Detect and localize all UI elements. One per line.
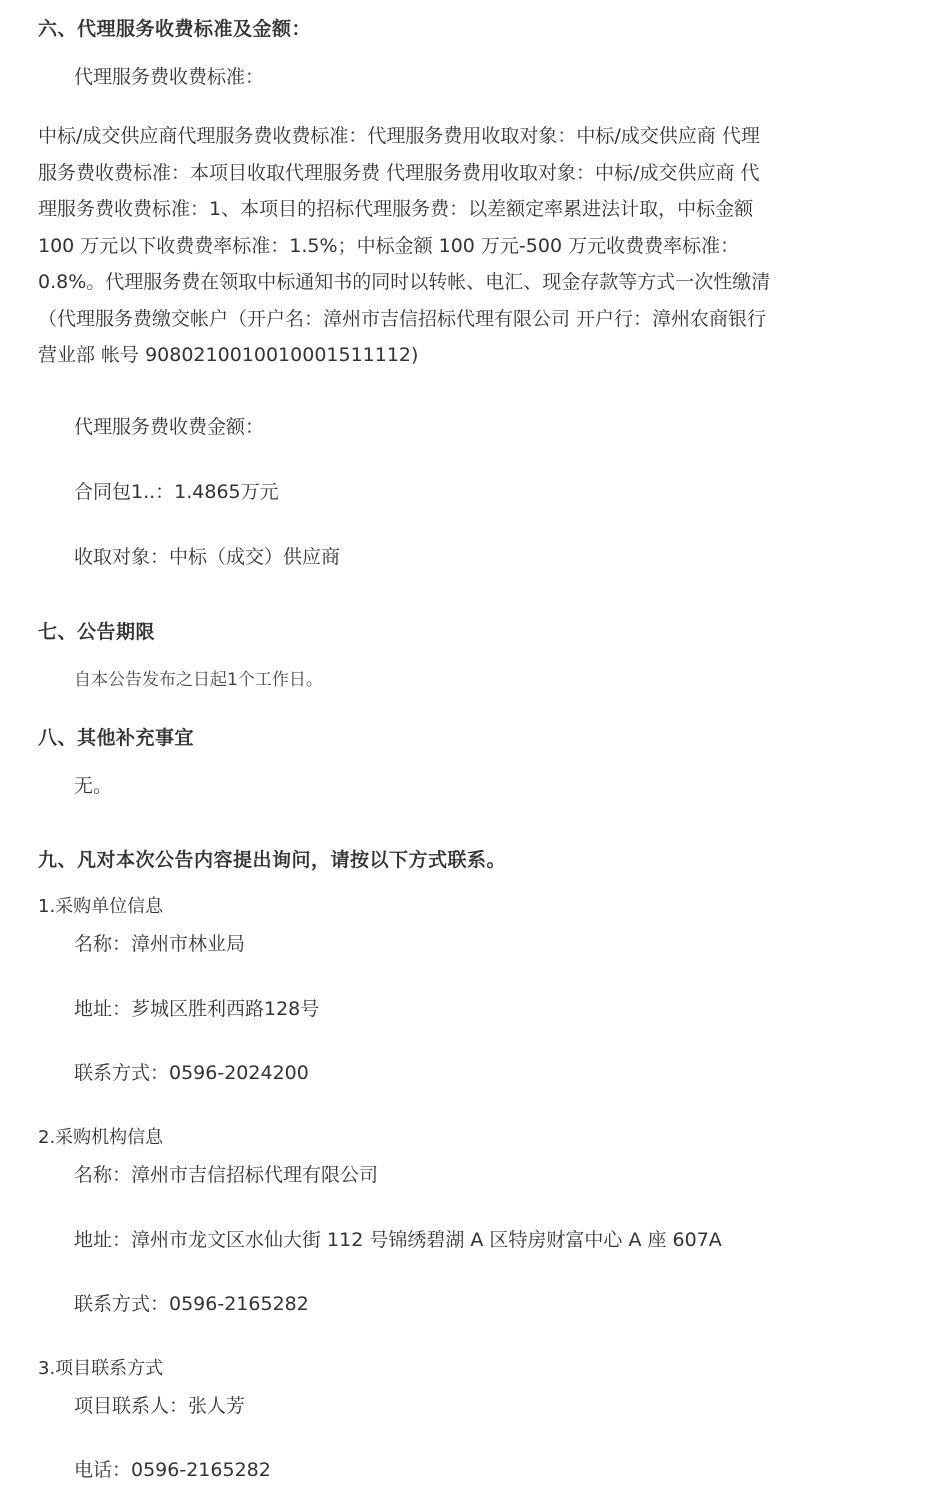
- fee-standard-label: 代理服务费收费标准：: [74, 66, 265, 88]
- agency-info-title: 2.采购机构信息: [38, 1127, 164, 1148]
- fee-standard-line: 0.8%。代理服务费在领取中标通知书的同时以转帐、电汇、现金存款等方式一次性缴清: [38, 271, 771, 293]
- buyer-info-title: 1.采购单位信息: [38, 896, 164, 917]
- fee-standard-line: （代理服务费缴交帐户（开户名：漳州市吉信招标代理有限公司 开户行：漳州农商银行: [38, 307, 767, 330]
- project-contact-title: 3.项目联系方式: [38, 1358, 164, 1379]
- section-9-heading: 九、凡对本次公告内容提出询问，请按以下方式联系。: [38, 849, 507, 871]
- agency-address: 地址：漳州市龙文区水仙大街 112 号锦绣碧湖 A 区特房财富中心 A 座 607A: [74, 1229, 722, 1251]
- fee-standard-line: 服务费收费标准：本项目收取代理服务费 代理服务费用收取对象：中标/成交供应商 代: [38, 161, 760, 184]
- fee-standard-line: 中标/成交供应商代理服务费收费标准：代理服务费用收取对象：中标/成交供应商 代理: [38, 125, 760, 147]
- contract-package-amount: 合同包1..：1.4865万元: [74, 481, 279, 503]
- fee-standard-line: 100 万元以下收费费率标准：1.5%；中标金额 100 万元-500 万元收费费率标准：: [38, 234, 740, 257]
- buyer-address: 地址：芗城区胜利西路128号: [74, 998, 320, 1020]
- fee-amount-label: 代理服务费收费金额：: [74, 416, 265, 438]
- section-7-heading: 七、公告期限: [38, 621, 156, 643]
- announcement-period-text: 自本公告发布之日起1个工作日。: [74, 670, 323, 690]
- project-phone: 电话：0596-2165282: [74, 1459, 271, 1481]
- supplementary-text: 无。: [74, 775, 113, 797]
- fee-standard-line: 理服务费收费标准：1、本项目的招标代理服务费：以差额定率累进法计取，中标金额: [38, 198, 754, 220]
- fee-standard-paragraph: [38, 118, 838, 374]
- agency-name: 名称：漳州市吉信招标代理有限公司: [74, 1164, 379, 1186]
- buyer-name: 名称：漳州市林业局: [74, 933, 246, 955]
- project-contact-person: 项目联系人：张人芳: [74, 1395, 246, 1417]
- fee-standard-line: 营业部 帐号 9080210010010001511112): [38, 344, 419, 366]
- agency-contact: 联系方式：0596-2165282: [74, 1293, 309, 1315]
- section-8-heading: 八、其他补充事宜: [38, 727, 195, 749]
- buyer-contact: 联系方式：0596-2024200: [74, 1062, 309, 1084]
- fee-collection-target: 收取对象：中标（成交）供应商: [74, 546, 341, 568]
- section-6-heading: 六、代理服务收费标准及金额：: [38, 18, 312, 40]
